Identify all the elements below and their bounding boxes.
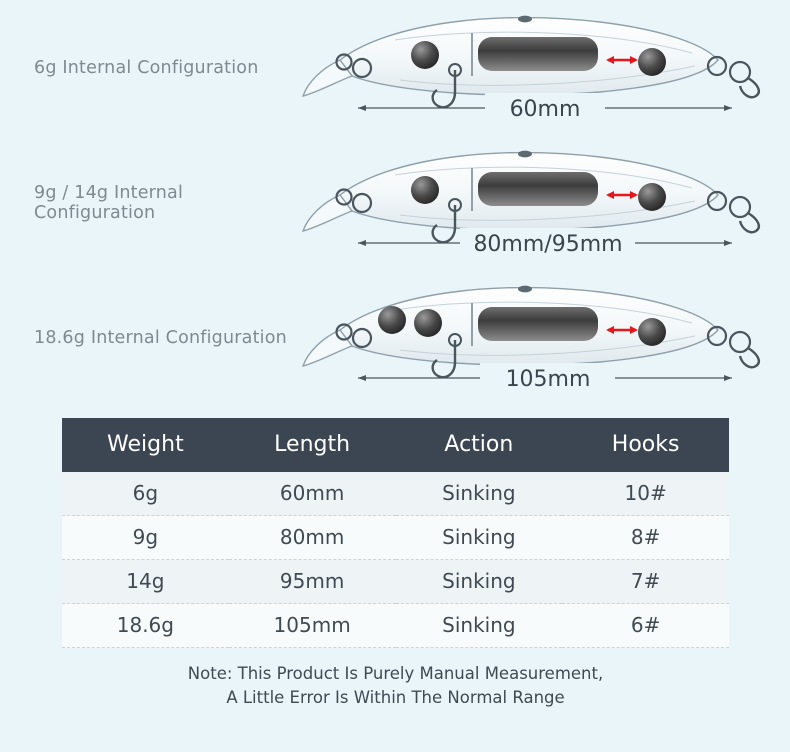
lure-lip <box>303 60 352 96</box>
lure-svg-9g-14g <box>300 135 780 270</box>
dimension-label-9g-14g: 80mm/95mm <box>473 232 623 257</box>
column-header-length: Length <box>229 418 396 472</box>
tail-split-ring <box>730 332 750 352</box>
cell-length: 95mm <box>229 560 396 604</box>
cell-action: Sinking <box>396 472 563 516</box>
cell-hooks: 8# <box>562 516 729 560</box>
cell-hooks: 10# <box>562 472 729 516</box>
cell-hooks: 6# <box>562 604 729 648</box>
weight-ball-front <box>411 41 439 69</box>
lure-illustration-18-6g <box>300 270 790 405</box>
cell-action: Sinking <box>396 560 563 604</box>
weight-ball-rear <box>638 318 666 346</box>
table-row <box>62 604 729 648</box>
table-row <box>62 516 729 560</box>
lure-illustration-9g-14g <box>300 135 790 270</box>
weight-ball-front-1 <box>378 306 406 334</box>
top-line-eye <box>518 16 532 23</box>
cell-length: 105mm <box>229 604 396 648</box>
column-header-weight: Weight <box>62 418 229 472</box>
table-row <box>62 472 729 516</box>
dimension-label-6g: 60mm <box>509 97 581 122</box>
spec-table-head <box>62 418 729 472</box>
weight-ball-front <box>411 176 439 204</box>
cell-hooks: 7# <box>562 560 729 604</box>
lure-lip <box>303 330 352 366</box>
cell-weight: 18.6g <box>62 604 229 648</box>
cell-action: Sinking <box>396 516 563 560</box>
column-header-hooks: Hooks <box>562 418 729 472</box>
top-line-eye <box>518 151 532 158</box>
diagram-row-6g <box>0 0 790 135</box>
table-row <box>62 560 729 604</box>
note-line-1: Note: This Product Is Purely Manual Measurement, <box>187 664 604 683</box>
lure-svg-18-6g <box>300 270 780 405</box>
cell-action: Sinking <box>396 604 563 648</box>
weight-ball-front-2 <box>414 309 442 337</box>
diagram-row-9g-14g <box>0 135 790 270</box>
magnet-bar <box>478 307 598 341</box>
spec-table <box>62 418 729 648</box>
lure-illustration-6g <box>300 0 790 135</box>
dimension-label-18-6g: 105mm <box>505 367 591 392</box>
table-header-row <box>62 418 729 472</box>
diagram-row-18-6g <box>0 270 790 405</box>
column-header-action: Action <box>396 418 563 472</box>
lure-lip <box>303 195 352 231</box>
magnet-bar <box>478 37 598 71</box>
spec-table-area <box>62 418 729 710</box>
weight-ball-rear <box>638 48 666 76</box>
note-line-2: A Little Error Is Within The Normal Range <box>226 687 565 707</box>
weight-ball-rear <box>638 183 666 211</box>
cell-weight: 6g <box>62 472 229 516</box>
diagram-label-18-6g: 18.6g Internal Configuration <box>34 327 287 348</box>
lure-svg-6g <box>300 0 780 135</box>
cell-length: 80mm <box>229 516 396 560</box>
diagram-label-6g: 6g Internal Configuration <box>34 57 259 78</box>
cell-length: 60mm <box>229 472 396 516</box>
top-line-eye <box>518 286 532 293</box>
cell-weight: 9g <box>62 516 229 560</box>
cell-weight: 14g <box>62 560 229 604</box>
measurement-note <box>62 662 729 710</box>
tail-split-ring <box>730 62 750 82</box>
tail-split-ring <box>730 197 750 217</box>
magnet-bar <box>478 172 598 206</box>
diagram-label-9g-14g: 9g / 14g Internal Configuration <box>34 182 184 223</box>
spec-table-body <box>62 472 729 648</box>
